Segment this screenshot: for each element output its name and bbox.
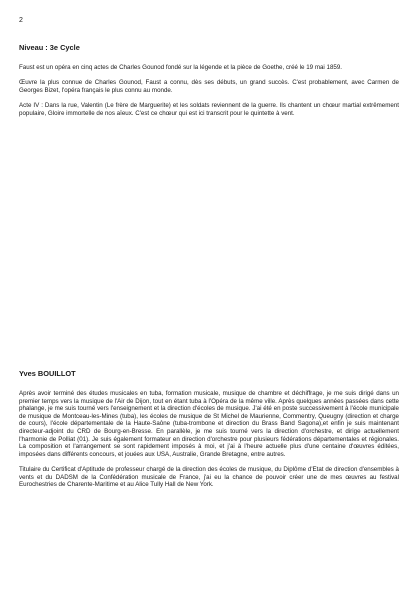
faust-paragraph-act-iv: Acte IV : Dans la rue, Valentin (Le frère de Marguerite) et les soldats reviennent de la guerre. Ils chantent un chœur martial extrêmement populaire, Gloire immortelle de nos aïeux. C'est ce chœur qui est ici transcrit pour le quintette à vent. [19,101,399,117]
faust-paragraph-fame: Œuvre la plus connue de Charles Gounod, Faust a connu, dès ses débuts, un grand succès. C'est probablement, avec Carmen de Georges Bizet, l'opéra français le plus connu au monde. [19,79,399,94]
author-heading: Yves BOUILLOT [19,369,76,378]
page-number: 2 [19,17,23,24]
author-biography [19,390,399,489]
bio-paragraph-diplomas: Titulaire du Certificat d'Aptitude de professeur chargé de la direction des écoles de musique, du Diplôme d'Etat de direction d'ensembles à vents et du DADSM de la Confédération musicale de France, j'ai eu la chance de pouvoir créer une de mes œuvres au festival Eurochestries de Charente-Maritime et au Alice Tully Hall de New York. [19,465,399,489]
faust-description [19,64,399,117]
level-heading: Niveau : 3e Cycle [19,43,80,52]
bio-paragraph-career: Après avoir terminé des études musicales en tuba, formation musicale, musique de chambre et déchiffrage, je me suis dirigé dans un premier temps vers la musique de l'Air de Dijon, tout en étant tuba à l'Opéra de la même ville. Après quelques années passées dans cette phalange, je me suis tourné vers l'enseignement et la direction d'écoles de musique. J'ai été en poste successivement à l'école municipale de musique de Montceau-les-Mines (tuba), les écoles de musique de St Michel de Maurienne, Commentry, Queugny (direction et charge de cours), l'école départementale de la Haute-Saône (tuba-trombone et direction du Brass Band Sagona),et enfin je suis maintenant directeur-adjoint du CRD de Bourg-en-Bresse. En parallèle, je me suis tourné vers la direction d'orchestre, et dirige actuellement l'harmonie de Polliat (01). Je suis également formateur en direction d'orchestre pour plusieurs fédérations départementales et régionales. La composition et l'arrangement se sont rapidement imposés à moi, et j'ai à l'heure actuelle plus d'une centaine d'œuvres éditées, imposées dans différents concours, et jouées aux USA, Australie, Grande Bretagne, entre autres. [19,390,399,458]
faust-paragraph-intro: Faust est un opéra en cinq actes de Charles Gounod fondé sur la légende et la pièce de Goethe, créé le 19 mai 1859. [19,64,342,71]
